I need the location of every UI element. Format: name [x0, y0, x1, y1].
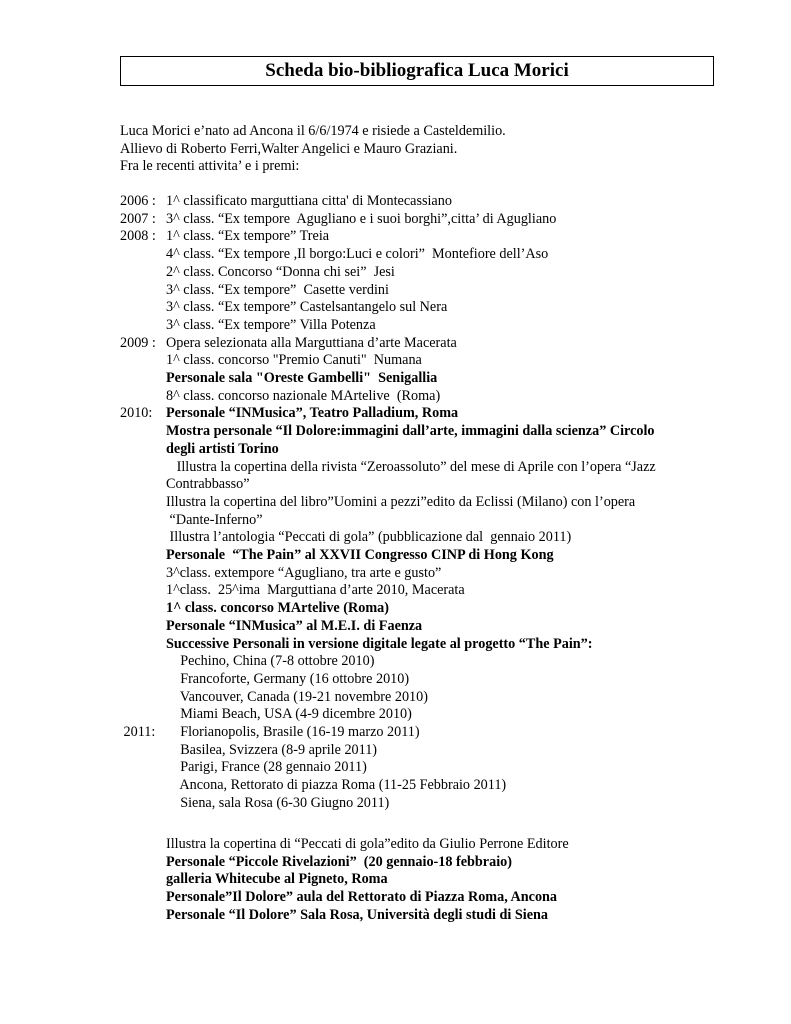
activity-item: Miami Beach, USA (4-9 dicembre 2010): [166, 706, 412, 723]
activity-item: Illustra la copertina del libro”Uomini a pezzi”edito da Eclissi (Milano) con l’opera: [166, 493, 636, 510]
activity-item: Contrabbasso”: [166, 476, 250, 493]
year-label: 2006 :: [120, 193, 156, 209]
closing-item: Personale “Il Dolore” Sala Rosa, Università degli studi di Siena: [166, 906, 549, 923]
activity-item: Ancona, Rettorato di piazza Roma (11-25 Febbraio 2011): [166, 777, 507, 794]
activity-item: Personale “The Pain” al XXVII Congresso CINP di Hong Kong: [166, 547, 554, 563]
activity-item: Parigi, France (28 gennaio 2011): [166, 759, 367, 776]
activity-item: Illustra la copertina della rivista “Zeroassoluto” del mese di Aprile con l’opera “Jazz: [166, 458, 656, 475]
activity-item: 3^ class. “Ex tempore” Casette verdini: [166, 281, 389, 298]
year-label: 2010:: [120, 405, 153, 422]
activity-item: Pechino, China (7-8 ottobre 2010): [166, 653, 375, 670]
closing-item: Personale”Il Dolore” aula del Rettorato di Piazza Roma, Ancona: [166, 889, 558, 906]
activity-item: Personale “INMusica” al M.E.I. di Faenza: [166, 617, 423, 634]
activity-item: Basilea, Svizzera (8-9 aprile 2011): [166, 741, 378, 758]
activity-item: 3^ class. “Ex tempore Agugliano e i suoi borghi”,citta’ di Agugliano: [166, 210, 557, 227]
activity-item: “Dante-Inferno”: [166, 511, 263, 528]
activity-item: 4^ class. “Ex tempore ,Il borgo:Luci e colori” Montefiore dell’Aso: [166, 246, 549, 263]
activity-item: 3^ class. “Ex tempore” Villa Potenza: [166, 316, 376, 333]
activity-item: 3^ class. “Ex tempore” Castelsantangelo sul Nera: [166, 299, 448, 316]
activity-item: Personale sala "Oreste Gambelli" Senigallia: [166, 370, 438, 386]
year-label: 2007 :: [120, 210, 156, 227]
activity-item: Mostra personale “Il Dolore:immagini dall’arte, immagini dalla scienza” Circolo: [166, 423, 655, 440]
activity-item: 1^ class. concorso MArtelive (Roma): [166, 600, 389, 617]
year-label: 2008 :: [120, 228, 156, 245]
intro-line: Allievo di Roberto Ferri,Walter Angelici e Mauro Graziani.: [120, 140, 458, 157]
activity-item: Personale “INMusica”, Teatro Palladium, Roma: [166, 405, 459, 422]
activity-item: 3^class. extempore “Agugliano, tra arte e gusto”: [166, 564, 442, 581]
activity-item: 8^ class. concorso nazionale MArtelive (Roma): [166, 387, 441, 404]
title-box: [120, 56, 714, 86]
closing-item: Personale “Piccole Rivelazioni” (20 gennaio-18 febbraio): [166, 853, 512, 870]
page-title: Scheda bio-bibliografica Luca Morici: [265, 60, 569, 82]
intro-line: Luca Morici e’nato ad Ancona il 6/6/1974 e risiede a Casteldemilio.: [120, 123, 506, 139]
year-label: 2011:: [120, 724, 156, 740]
activity-item: 1^class. 25^ima Marguttiana d’arte 2010, Macerata: [166, 582, 465, 599]
intro-line: Fra le recenti attivita’ e i premi:: [120, 158, 300, 175]
activity-item: Siena, sala Rosa (6-30 Giugno 2011): [166, 794, 390, 811]
activity-item: Vancouver, Canada (19-21 novembre 2010): [166, 688, 428, 705]
activity-item: Illustra l’antologia “Peccati di gola” (pubblicazione dal gennaio 2011): [166, 529, 572, 546]
closing-item: galleria Whitecube al Pigneto, Roma: [166, 871, 388, 888]
activity-item: Opera selezionata alla Marguttiana d’arte Macerata: [166, 334, 457, 351]
year-label: 2009 :: [120, 334, 156, 351]
activity-item: 1^ class. concorso "Premio Canuti" Numana: [166, 352, 422, 369]
activity-item: Francoforte, Germany (16 ottobre 2010): [166, 670, 410, 687]
activity-item: Florianopolis, Brasile (16-19 marzo 2011): [166, 724, 420, 740]
closing-item: Illustra la copertina di “Peccati di gola”edito da Giulio Perrone Editore: [166, 836, 569, 852]
activity-item: degli artisti Torino: [166, 440, 279, 457]
activity-item: Successive Personali in versione digitale legate al progetto “The Pain”:: [166, 635, 593, 652]
activity-item: 2^ class. Concorso “Donna chi sei” Jesi: [166, 263, 395, 280]
activity-item: 1^ classificato marguttiana citta' di Montecassiano: [166, 193, 452, 209]
activity-item: 1^ class. “Ex tempore” Treia: [166, 228, 330, 245]
